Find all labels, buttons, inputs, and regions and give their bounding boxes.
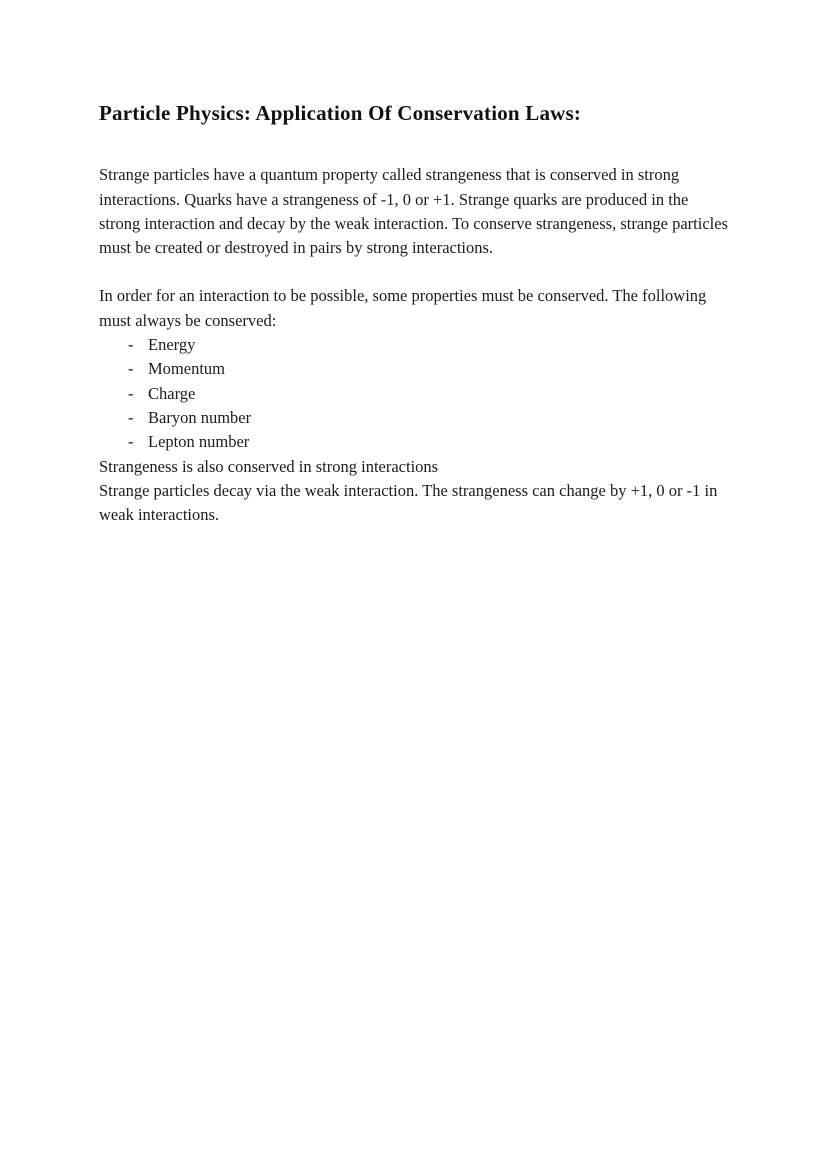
paragraph-intro: Strange particles have a quantum property called strangeness that is conserved in strong interactions. Quarks have a strangeness of -1, 0 or +1. Strange quarks are produced in the strong interaction and decay by the weak interaction. To conserve strangeness, strange particles must be created or destroyed in pairs by strong interactions. <box>99 165 728 258</box>
dash-marker: - <box>128 407 134 427</box>
list-item-label: Energy <box>148 335 196 355</box>
list-item-label: Baryon number <box>148 407 252 427</box>
dash-marker: - <box>128 359 134 379</box>
paragraph-weak-decay: Strange particles decay via the weak interaction. The strangeness can change by +1, 0 or -1 in weak interactions. <box>99 480 718 525</box>
list-item <box>99 430 729 454</box>
dash-marker: - <box>128 383 134 403</box>
list-item <box>99 406 729 430</box>
conserved-properties-list <box>99 333 729 454</box>
paragraph-conservation-lead: In order for an interaction to be possible, some properties must be conserved. The following must always be conserved: <box>99 286 707 330</box>
paragraph-strangeness-note: Strangeness is also conserved in strong interactions <box>99 456 439 476</box>
dash-marker: - <box>128 432 134 452</box>
dash-marker: - <box>128 335 134 355</box>
page-title: Particle Physics: Application Of Conservation Laws: <box>99 101 582 125</box>
list-item-label: Momentum <box>148 359 225 379</box>
list-item <box>99 357 729 381</box>
list-item-label: Charge <box>148 383 196 403</box>
list-item <box>99 382 729 406</box>
list-item <box>99 333 729 357</box>
list-item-label: Lepton number <box>148 432 250 452</box>
